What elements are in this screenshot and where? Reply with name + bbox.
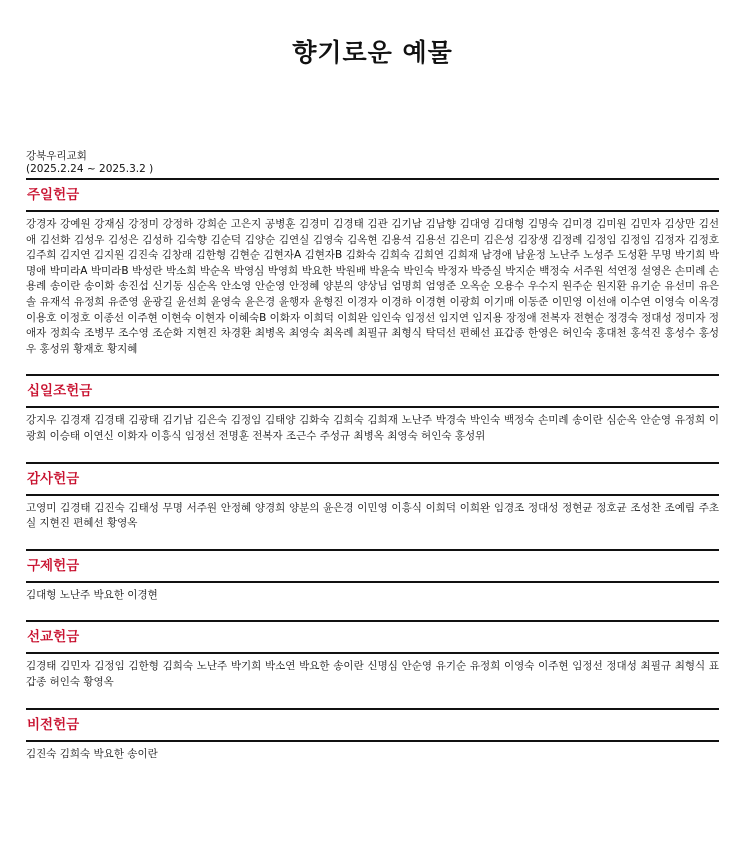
section-thanksgiving-offering [26, 462, 719, 549]
section-vision-offering [26, 708, 719, 780]
date-range: (2025.2.24 ~ 2025.3.2 ) [26, 163, 154, 175]
page-title: 향기로운 예물 [292, 38, 453, 67]
section-heading: 선교헌금 [26, 622, 719, 654]
section-relief-offering [26, 549, 719, 621]
donor-list: 김진숙 김희숙 박요한 송이란 [26, 747, 158, 760]
donor-list: 강경자 강예원 강재심 강정미 강정하 강희순 고은지 공병훈 김경미 김경태 김관 김기남 김남향 김대영 김대형 김명숙 김미경 김미원 김민자 김상만 김선애 김선화 김성우 김성은 김성하 김숙향 김순덕 김양순 김연실 김영숙 김옥현 김용석 김용선 김은미 김은성 김장생 김정례 김정임 김정임 김정자 김정호 김주희 김지연 김지원 김진숙 김창래 김한형 김현순 김현자A 김현자B 김화숙 김희숙 김희연 김희재 남경애 남윤정 노난주 노성주 도성환 무명 박기희 박명애 박미라A 박미라B 박성란 박소희 박순옥 박영심 박영희 박요한 박원배 박윤숙 박인숙 박정자 박증실 박지순 백정숙 서주원 석연정 설영은 손미례 손용례 송이란 송이화 송진섭 신기동 심순옥 안소영 안순영 안정혜 양분의 양상님 엄명희 엄영준 오옥순 오용수 우수지 원주순 원지환 유기순 유선미 유은솔 유재석 유정희 유준영 윤광길 윤선희 윤영숙 윤은경 윤행자 윤형진 이경자 이경하 이경현 이광희 이기매 이동준 이민영 이선애 이수연 이영숙 이옥경 이용호 이정호 이종선 이주현 이현숙 이현자 이혜숙B 이화자 이희덕 이희완 임인숙 임정선 임지연 임지용 장정애 전복자 전현순 정경숙 정대성 정미자 정애자 정희숙 조병무 조수영 조순화 지현진 차경환 최병옥 최영숙 최옥례 최필규 최형식 탁덕선 편혜선 표갑종 한영은 허인숙 홍대천 홍석진 홍성수 홍성우 홍성위 황재호 황지혜 [26, 218, 719, 355]
donor-list: 강지우 김경재 김경태 김광태 김기남 김은숙 김정임 김태양 김화숙 김희숙 김희재 노난주 박경숙 박인숙 백정숙 손미례 송이란 심순옥 안순영 유정희 이광희 이승태 이연신 이화자 이흥식 임정선 전명훈 전복자 조근수 주성규 최병옥 최영숙 허인숙 홍성위 [26, 414, 719, 442]
section-heading: 십일조헌금 [26, 376, 719, 408]
donor-list: 고영미 김경태 김진숙 김태성 무명 서주원 안정혜 양경희 양분의 윤은경 이민영 이흥식 이희덕 이희완 임경조 정대성 정현균 정호균 조성찬 조예림 주초실 지현진 편혜선 황영옥 [26, 501, 719, 530]
section-heading: 비전헌금 [26, 710, 719, 742]
church-info [26, 150, 719, 176]
church-name: 강북우리교회 [26, 150, 87, 162]
section-sunday-offering [26, 178, 719, 374]
section-heading: 감사헌금 [26, 464, 719, 496]
donor-list: 김경태 김민자 김정임 김한형 김희숙 노난주 박기희 박소연 박요한 송이란 신명심 안순영 유기순 유정희 이영숙 이주현 임정선 정대성 최필규 최형식 표갑종 허인숙 황영옥 [26, 660, 719, 688]
section-tithe [26, 374, 719, 461]
section-heading: 주일헌금 [26, 180, 719, 212]
section-heading: 구제헌금 [26, 551, 719, 583]
section-mission-offering [26, 620, 719, 707]
bulletin-page [26, 0, 719, 779]
donor-list: 김대형 노난주 박요한 이경현 [26, 588, 158, 601]
